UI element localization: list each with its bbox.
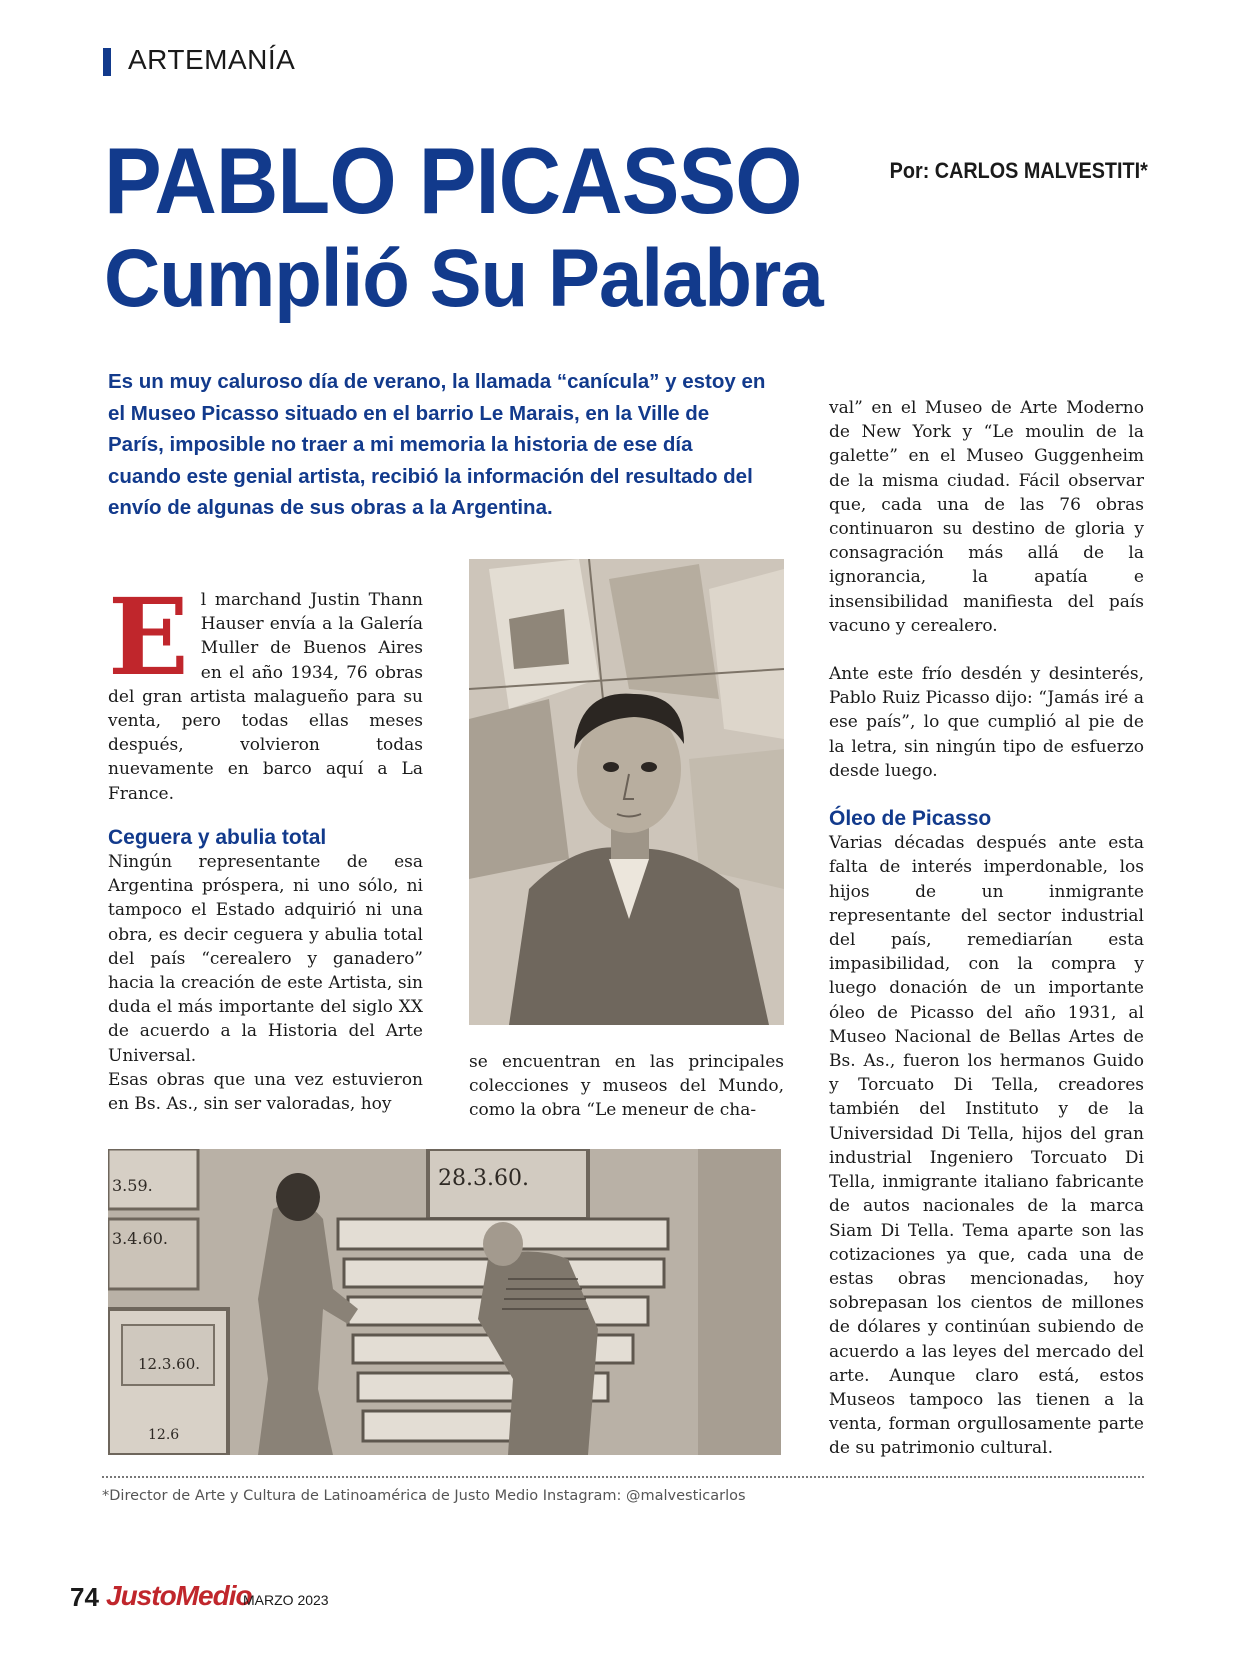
justo-medio-logo [106, 1580, 252, 1612]
paragraph-ceguera: Ningún representante de esa Argentina próspera, ni uno sólo, ni tampoco el Estado adquirió ni una obra, es decir ceguera y abulia total del país “cerealero y ganadero” hacia la creación de este Artista, sin duda el más importante del siglo XX de acuerdo a la Historia del Arte Universal. [108, 852, 423, 1066]
article-title-line-2: Cumplió Su Palabra [104, 233, 823, 324]
paragraph-intro-text: l marchand Justin Thann Hauser envía a la Galería Muller de Buenos Aires en el año 1934, 76 obras del gran artista malagueño para su venta, pero todas ellas meses después, volvieron todas nuevamente en barco aquí a La France. [108, 590, 423, 804]
author-footnote: *Director de Arte y Cultura de Latinoamérica de Justo Medio Instagram: @malvesticarlos [102, 1488, 746, 1504]
article-title-line-1: PABLO PICASSO [104, 128, 802, 233]
section-marker-bar [103, 48, 111, 76]
canvas-label-3: 3.4.60. [112, 1229, 168, 1248]
subheading-ceguera: Ceguera y abulia total [108, 825, 327, 849]
body-column-1 [108, 574, 423, 1116]
canvas-label-5: 12.6 [148, 1427, 180, 1443]
logo-text-justo: Justo [106, 1580, 176, 1611]
paragraph-museos: val” en el Museo de Arte Moderno de New York y “Le moulin de la galette” en el Museo Guggenheim de la misma ciudad. Fácil observar que, cada una de las 76 obras continuaron su destino de gloria y consagración más allá de la ignorancia, la apatía e insensibilidad manifiesta del país vacuno y cerealero. [829, 398, 1144, 636]
paragraph-oleo: Varias décadas después ante esta falta de interés imperdonable, los hijos de un inmigrante representante del sector industrial del país, remediarían esta impasibilidad, con la compra y luego donación de un importante óleo de Picasso del año 1931, al Museo Nacional de Bellas Artes de Bs. As., fueron los hermanos Guido y Torcuato Di Tella, creadores también del Instituto y de la Universidad Di Tella, hijos del gran industrial Ingeniero Torcuato Di Tella, inmigrante italiano fabricante de autos nacionales de la marca Siam Di Tella. Tema aparte son las cotizaciones ya que, cada una de estas obras mencionadas, hoy sobrepasan los cientos de millones de dólares y continúan subiendo de acuerdo a las leyes del mercado del arte. Aunque claro está, estos Museos tampoco las tienen a la venta, forman orgullosamente parte de su patrimonio cultural. [829, 833, 1144, 1459]
body-column-3 [829, 396, 1144, 1461]
picasso-portrait-photo [469, 559, 784, 1025]
paragraph-obras-continued: se encuentran en las principales colecciones y museos del Mundo, como la obra “Le meneur de cha- [469, 1052, 784, 1121]
canvas-label-2: 3.59. [112, 1176, 153, 1195]
body-column-2 [469, 1050, 784, 1123]
studio-canvases-photo [108, 1149, 781, 1455]
studio-illustration [108, 1149, 781, 1455]
drop-cap: E [108, 574, 189, 699]
canvas-label-4: 12.3.60. [138, 1355, 201, 1373]
issue-date: MARZO 2023 [243, 1592, 329, 1608]
logo-text-medio: Medio [175, 1580, 252, 1611]
footnote-divider [102, 1476, 1144, 1478]
lead-paragraph: Es un muy caluroso día de verano, la llamada “canícula” y estoy en el Museo Picasso situado en el barrio Le Marais, en la Ville de París, imposible no traer a mi memoria la historia de ese día cuando este genial artista, recibió la información del resultado del envío de algunas de sus obras a la Argentina. [108, 370, 766, 519]
portrait-illustration [469, 559, 784, 1025]
paragraph-intro [108, 574, 423, 806]
paragraph-obras: Esas obras que una vez estuvieron en Bs. As., sin ser valoradas, hoy [108, 1069, 423, 1115]
section-label: ARTEMANÍA [128, 44, 296, 75]
page-number: 74 [70, 1582, 99, 1612]
byline: Por: CARLOS MALVESTITI* [889, 158, 1148, 183]
paragraph-jamas: Ante este frío desdén y desinterés, Pablo Ruiz Picasso dijo: “Jamás iré a ese país”, lo que cumplió al pie de la letra, sin ningún tipo de esfuerzo desde luego. [829, 664, 1144, 781]
subheading-oleo: Óleo de Picasso [829, 807, 992, 831]
canvas-label-1: 28.3.60. [438, 1166, 529, 1191]
